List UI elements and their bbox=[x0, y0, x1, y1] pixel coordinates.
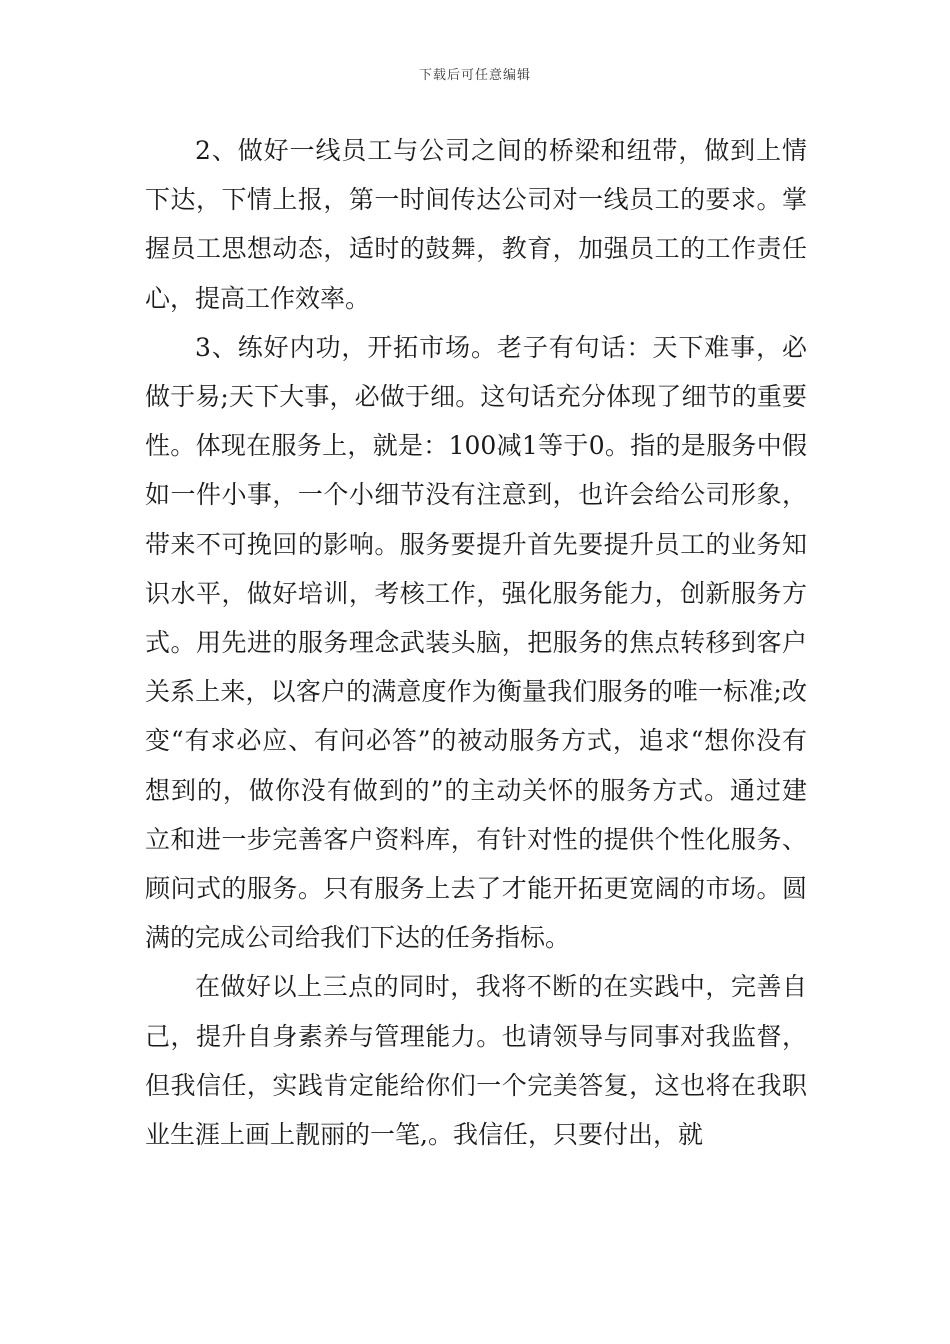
paragraph-closing: 在做好以上三点的同时，我将不断的在实践中，完善自己，提升自身素养与管理能力。也请领导与同事对我监督，但我信任，实践肯定能给你们一个完美答复，这也将在我职业生涯上画上靓丽的一笔,。我信任，只要付出，就 bbox=[145, 972, 807, 1150]
page-header: 下载后可任意编辑 bbox=[418, 68, 531, 83]
paragraph-3: 3、练好内功，开拓市场。老子有句话：天下难事，必做于易;天下大事，必做于细。这句话充分体现了细节的重要性。体现在服务上，就是：100减1等于0。指的是服务中假如一件小事，一个小细节没有注意到，也许会给公司形象，带来不可挽回的影响。服务要提升首先要提升员工的业务知识水平，做好培训，考核工作，强化服务能力，创新服务方式。用先进的服务理念武装头脑，把服务的焦点转移到客户关系上来，以客户的满意度作为衡量我们服务的唯一标准;改变“有求必应、有问必答”的被动服务方式，追求“想你没有想到的，做你没有做到的”的主动关怀的服务方式。通过建立和进一步完善客户资料库，有针对性的提供个性化服务、顾问式的服务。只有服务上去了才能开拓更宽阔的市场。圆满的完成公司给我们下达的任务指标。 bbox=[145, 332, 807, 953]
document-body bbox=[145, 126, 807, 1159]
paragraph-2: 2、做好一线员工与公司之间的桥梁和纽带，做到上情下达，下情上报，第一时间传达公司对一线员工的要求。掌握员工思想动态，适时的鼓舞，教育，加强员工的工作责任心，提高工作效率。 bbox=[145, 136, 807, 313]
